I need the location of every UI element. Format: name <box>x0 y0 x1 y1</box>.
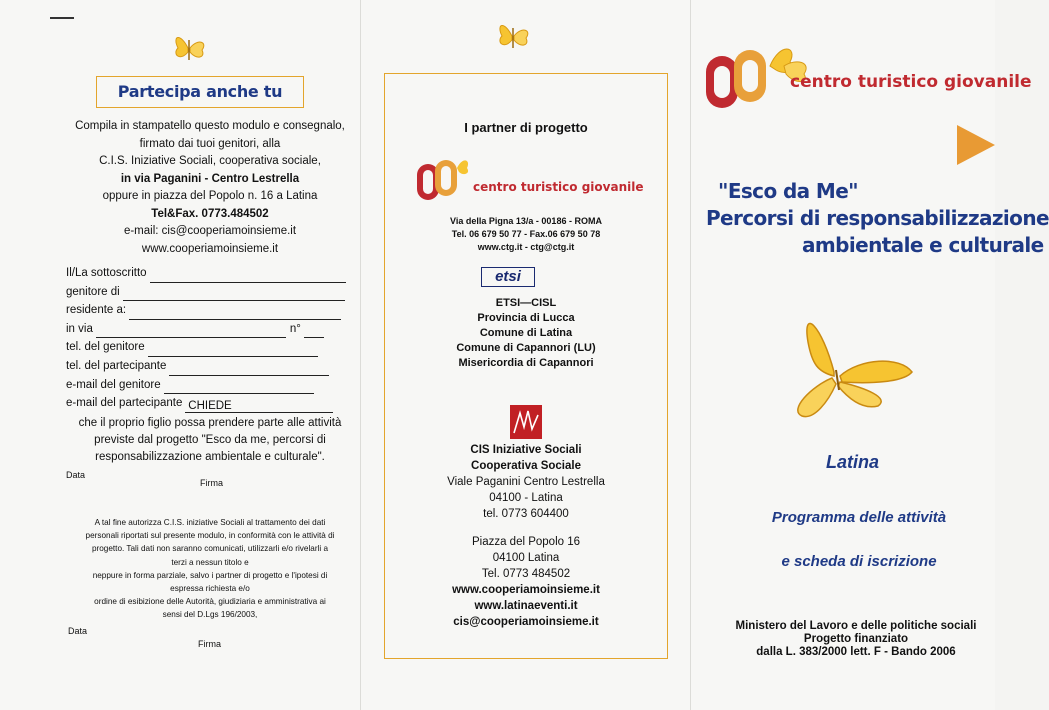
request-line: previste dal progetto "Esco da me, percorsi di <box>94 434 326 446</box>
ctg-name: centro turistico giovanile <box>473 180 644 194</box>
funding-note <box>725 620 987 659</box>
funding-line: dalla L. 383/2000 lett. F - Bando 2006 <box>756 646 956 658</box>
address-line: www.ctg.it - ctg@ctg.it <box>477 242 575 252</box>
ctg-logo-icon <box>413 154 473 204</box>
partners-box <box>384 73 668 659</box>
partner-item: Provincia di Lucca <box>477 312 575 324</box>
partner-item: ETSI—CISL <box>495 297 557 309</box>
email-link[interactable]: cis@cooperiamoinsieme.it <box>453 616 599 628</box>
request-line: che il proprio figlio possa prendere parte alle attività <box>78 417 342 429</box>
field-line[interactable] <box>129 307 341 320</box>
number-line[interactable] <box>304 325 324 338</box>
cis-line: Viale Paganini Centro Lestrella <box>447 476 605 488</box>
privacy-line: terzi a nessun titolo e <box>171 557 249 567</box>
form-row <box>66 376 356 395</box>
date-label-2: Data <box>68 626 88 636</box>
partners-title: I partner di progetto <box>464 120 588 135</box>
fold-line-left <box>360 0 361 710</box>
form-row <box>66 357 356 376</box>
contact-line: Piazza del Popolo 16 <box>471 536 581 548</box>
contact-info <box>385 534 667 630</box>
privacy-line: personali riportati sul presente modulo, in conformità con le attività di <box>85 531 335 541</box>
field-line[interactable] <box>123 288 345 301</box>
partner-organizations <box>385 296 667 371</box>
butterfly-icon <box>494 18 534 54</box>
privacy-line: espressa richiesta e/o <box>170 584 250 594</box>
privacy-line: progetto. Tali dati non saranno comunicati, utilizzarli e/o rivelarli a <box>91 544 329 554</box>
intro-line: Tel&Fax. 0773.484502 <box>151 207 269 220</box>
signature-label: Firma <box>200 478 223 488</box>
partner-item: Comune di Capannori (LU) <box>456 342 596 354</box>
field-label: residente a: <box>66 304 127 317</box>
intro-line: www.cooperiamoinsieme.it <box>141 242 279 255</box>
contact-line: Tel. 0773 484502 <box>481 568 571 580</box>
intro-line: firmato dai tuoi genitori, alla <box>139 137 281 150</box>
subtitle-line: Programma delle attività <box>771 509 947 526</box>
title-line: "Esco da Me" <box>718 179 859 203</box>
butterfly-icon <box>170 30 210 66</box>
partner-item: Misericordia di Capannori <box>458 357 594 369</box>
website-link[interactable]: www.cooperiamoinsieme.it <box>452 584 600 596</box>
cis-line: 04100 - Latina <box>489 492 563 504</box>
field-label: tel. del genitore <box>66 341 145 354</box>
funding-line: Progetto finanziato <box>803 633 909 645</box>
field-label: e-mail del partecipante <box>66 397 183 410</box>
intro-line: Compila in stampatello questo modulo e consegnalo, <box>75 120 345 132</box>
address-line: Tel. 06 679 50 77 - Fax.06 679 50 78 <box>451 229 601 239</box>
address-line: Via della Pigna 13/a - 00186 - ROMA <box>450 216 602 226</box>
cis-line: Cooperativa Sociale <box>471 460 581 472</box>
intro-line: in via Paganini - Centro Lestrella <box>120 172 300 185</box>
cis-line: CIS Iniziative Sociali <box>470 444 582 456</box>
intro-line: oppure in piazza del Popolo n. 16 a Latina <box>102 190 318 202</box>
date-label: Data <box>66 470 86 480</box>
request-section <box>60 398 360 466</box>
registration-intro <box>60 118 360 258</box>
partner-item: Comune di Latina <box>479 327 573 339</box>
privacy-line: neppure in forma parziale, salvo i partner di progetto e l'ipotesi di <box>92 570 328 580</box>
contact-line: 04100 Latina <box>492 552 560 564</box>
ctg-address <box>385 215 667 254</box>
request-line: responsabilizzazione ambientale e culturale". <box>95 451 325 463</box>
field-label: tel. del partecipante <box>66 359 167 372</box>
etsi-logo: etsi <box>481 267 535 287</box>
field-label: in via <box>66 322 93 335</box>
chiede-heading: CHIEDE <box>188 400 232 412</box>
fold-line-right <box>690 0 691 710</box>
large-butterfly-icon <box>782 306 916 434</box>
registration-form <box>66 264 356 413</box>
title-line: ambientale e culturale <box>802 233 1044 257</box>
privacy-line: ordine di esibizione delle Autorità, giudiziaria e amministrativa ai <box>94 597 326 607</box>
form-row <box>66 320 356 339</box>
website-link[interactable]: www.latinaeventi.it <box>474 600 578 612</box>
privacy-notice <box>60 516 360 622</box>
field-line[interactable] <box>96 325 286 338</box>
intro-line: C.I.S. Iniziative Sociali, cooperativa sociale, <box>99 155 321 167</box>
city-label: Latina <box>826 452 880 472</box>
field-label: genitore di <box>66 285 120 298</box>
ctg-name-header: centro turistico giovanile <box>790 72 1032 92</box>
field-line[interactable] <box>164 381 314 394</box>
orange-triangle-decoration <box>957 125 995 165</box>
corner-mark <box>50 17 74 19</box>
field-line[interactable] <box>150 270 346 283</box>
cis-info <box>385 442 667 522</box>
cis-line: tel. 0773 604400 <box>483 508 569 520</box>
privacy-line: sensi del D.Lgs 196/2003, <box>162 610 258 620</box>
project-title <box>706 178 1049 259</box>
signature-label-2: Firma <box>198 639 221 649</box>
form-row <box>66 301 356 320</box>
field-line[interactable] <box>148 344 318 357</box>
field-line[interactable] <box>169 363 329 376</box>
left-panel-title: Partecipa anche tu <box>96 76 304 108</box>
privacy-line: A tal fine autorizza C.I.S. iniziative Sociali al trattamento dei dati <box>94 518 326 527</box>
title-line: Percorsi di responsabilizzazione <box>706 206 1049 230</box>
funding-line: Ministero del Lavoro e delle politiche sociali <box>735 620 977 632</box>
form-row <box>66 283 356 302</box>
program-subtitle <box>752 496 966 584</box>
field-label: e-mail del genitore <box>66 378 161 391</box>
cis-logo-icon <box>510 405 542 439</box>
field-label: Il/La sottoscritto <box>66 267 147 279</box>
intro-line: e-mail: cis@cooperiamoinsieme.it <box>123 225 297 237</box>
subtitle-line: e scheda di iscrizione <box>781 553 937 570</box>
form-row <box>66 338 356 357</box>
form-row <box>66 264 356 283</box>
number-label: n° <box>289 322 301 335</box>
